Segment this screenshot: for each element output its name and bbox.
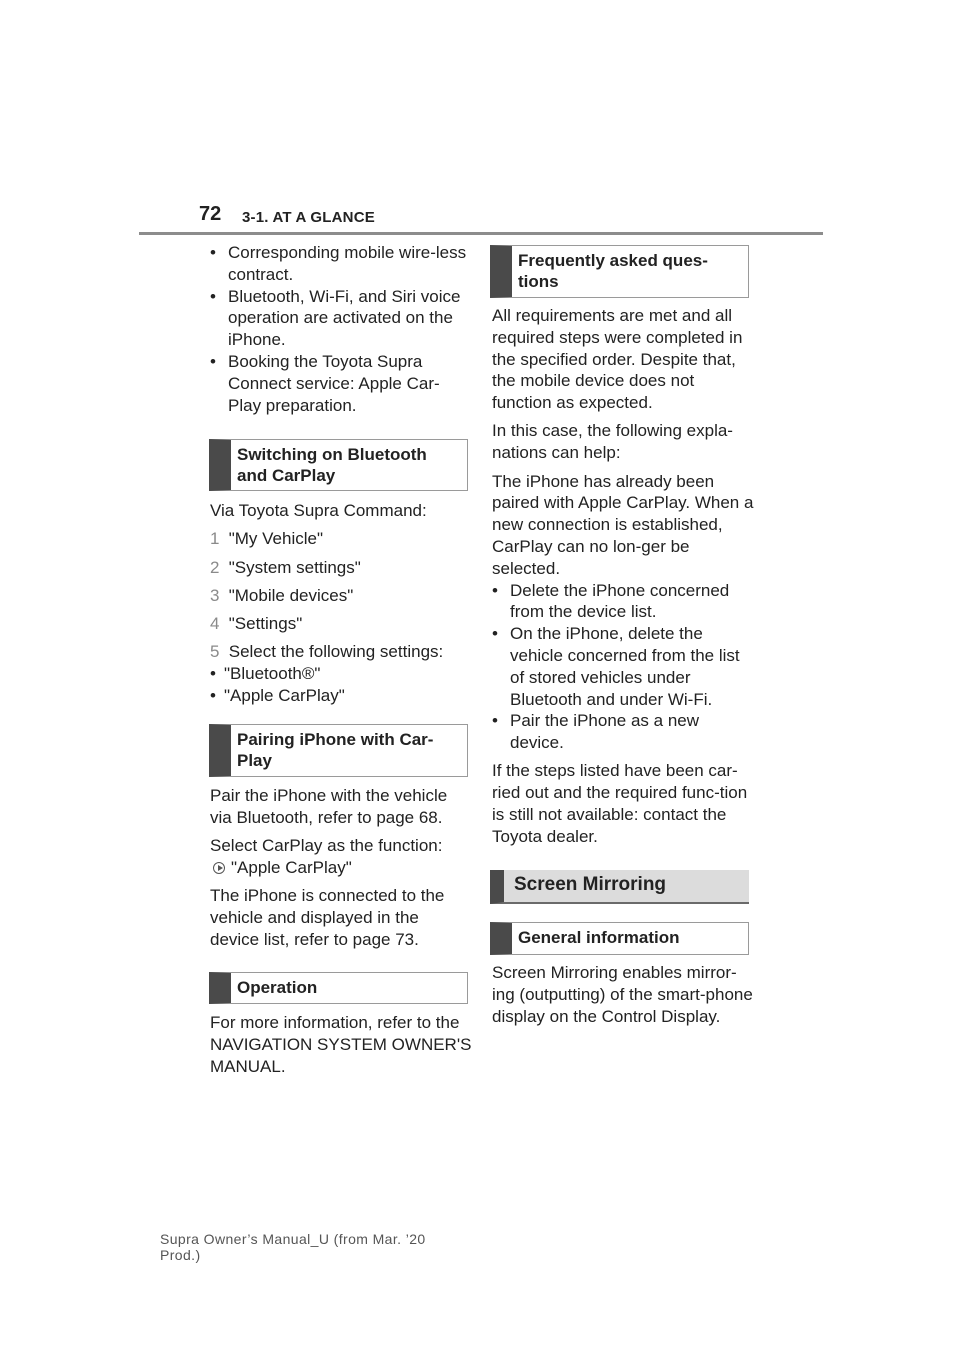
- footer-note: [160, 1231, 426, 1263]
- header-rule: [139, 232, 823, 235]
- section-heading-pairing: [209, 724, 468, 777]
- step-text: Select the following settings:: [228, 642, 444, 662]
- heading-line: Pairing iPhone with Car-: [237, 730, 434, 749]
- heading-line: Play: [237, 751, 272, 770]
- heading-line: Switching on Bluetooth: [237, 445, 427, 464]
- heading-line: Frequently asked ques-: [518, 251, 708, 270]
- step-item: [210, 557, 472, 579]
- list-item: • Delete the iPhone concerned from the device list.: [492, 580, 754, 624]
- paragraph: Via Toyota Supra Command:: [210, 501, 427, 520]
- step-text: "System settings": [228, 557, 361, 577]
- step-number: 3: [210, 585, 220, 605]
- paragraph: For more information, refer to the NAVIGATION SYSTEM OWNER'S MANUAL.: [210, 1013, 472, 1076]
- list-item: • "Bluetooth®": [210, 663, 472, 685]
- paragraph: In this case, the following expla-nations can help:: [492, 421, 733, 463]
- list-item: • Booking the Toyota Supra Connect service: Apple Car-Play preparation.: [210, 351, 472, 416]
- chapter-heading-screen-mirroring: [490, 870, 749, 904]
- section-heading-bluetooth: [209, 439, 468, 491]
- section-heading-general-information: [490, 922, 749, 955]
- paragraph: All requirements are met and all required steps were completed in the specified order. Despite that, the mobile device does not function as expected.: [492, 306, 743, 413]
- page-number: 72: [199, 203, 222, 225]
- step-number: 5: [210, 642, 220, 662]
- paragraph: The iPhone has already been paired with Apple CarPlay. When a new connection is established, CarPlay can no lon-ger be selected.: [492, 471, 754, 578]
- paragraph: The iPhone is connected to the vehicle and displayed in the device list, refer to page 73.: [210, 886, 445, 949]
- step-item: [210, 641, 472, 663]
- step-item: [210, 528, 472, 550]
- section-heading-faq: [490, 245, 749, 298]
- paragraph: Select CarPlay as the function:: [210, 836, 443, 856]
- paragraph: If the steps listed have been car-ried out and the required func-tion is still not available: contact the Toyota dealer.: [492, 761, 748, 846]
- list-item: • Pair the iPhone as a new device.: [492, 710, 754, 754]
- function-label: "Apple CarPlay": [231, 857, 352, 877]
- list-item: • On the iPhone, delete the vehicle concerned from the list of stored vehicles under Bluetooth and under Wi-Fi.: [492, 623, 754, 710]
- heading-line: General information: [518, 928, 680, 947]
- step-number: 2: [210, 557, 220, 577]
- list-item: • "Apple CarPlay": [210, 685, 472, 707]
- step-number: 4: [210, 614, 220, 634]
- footer-line: Prod.): [160, 1247, 201, 1263]
- play-icon: [213, 862, 225, 874]
- heading-line: Screen Mirroring: [514, 874, 667, 895]
- paragraph: Screen Mirroring enables mirror-ing (outputting) of the smart-phone display on the Control Display.: [492, 963, 753, 1026]
- mirroring-text: [492, 962, 754, 1034]
- list-item: • Corresponding mobile wire-less contract.: [210, 242, 472, 286]
- operation-text: [210, 1012, 472, 1084]
- heading-line: Operation: [237, 978, 318, 997]
- step-item: [210, 585, 472, 607]
- step-number: 1: [210, 529, 220, 549]
- list-item: • Bluetooth, Wi-Fi, and Siri voice operation are activated on the iPhone.: [210, 286, 472, 351]
- function-item: [210, 857, 472, 879]
- paragraph: Pair the iPhone with the vehicle via Bluetooth, refer to page 68.: [210, 786, 448, 827]
- faq-text: [492, 305, 754, 854]
- intro-list: [210, 242, 472, 416]
- step-text: "My Vehicle": [228, 529, 324, 549]
- heading-line: tions: [518, 272, 559, 291]
- step-text: "Mobile devices": [228, 585, 354, 605]
- step-text: "Settings": [228, 614, 303, 634]
- footer-line: Supra Owner’s Manual_U (from Mar. ’20: [160, 1231, 426, 1247]
- section-title: 3-1. AT A GLANCE: [242, 209, 375, 226]
- heading-line: and CarPlay: [237, 466, 336, 485]
- section-heading-operation: [209, 972, 468, 1004]
- step-item: [210, 613, 472, 635]
- bluetooth-steps: [210, 500, 472, 707]
- pairing-text: [210, 785, 472, 957]
